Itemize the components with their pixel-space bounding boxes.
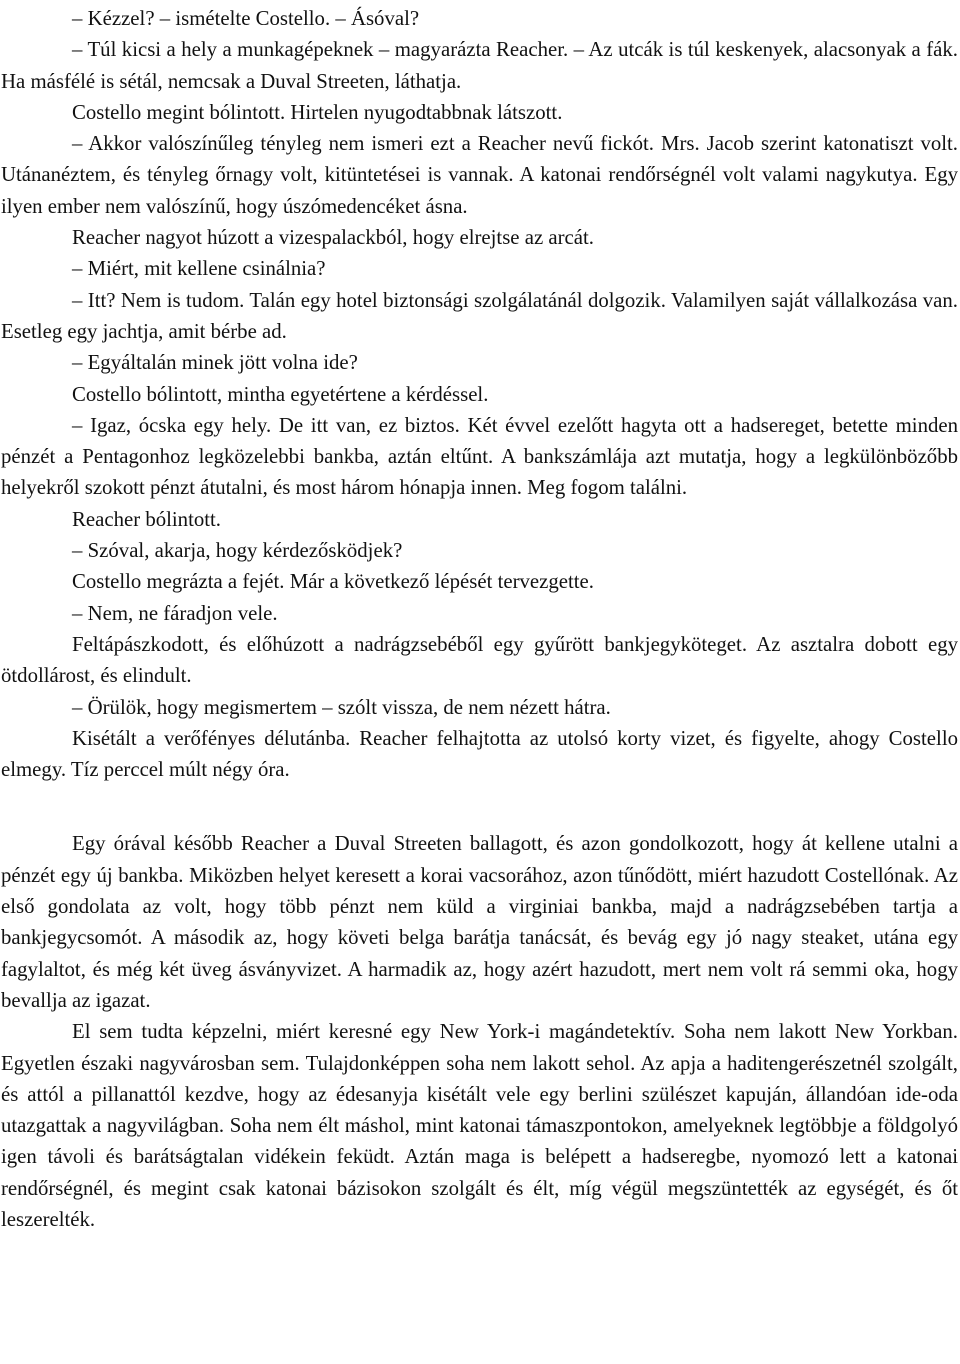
paragraph: Egy órával később Reacher a Duval Streeten ballagott, és azon gondolkozott, hogy át kellene utalni a pénzét egy új bankba. Miközben helyet keresett a korai vacsorához, azon tűnődött, miért hazudott Costellónak. Az első gondolata az volt, hogy több pénzt nem küld a virginiai bankba, majd a nadrágzsebében tartja a bankjegycsomót. A második az, hogy követi belga barátja tanácsát, és bevág egy jó nagy steaket, utána egy fagylaltot, és még két üveg ásványvizet. A harmadik az, hogy azért hazudott, mert nem volt rá semmi oka, hogy bevallja az igazat.	[1, 832, 958, 1012]
paragraph: – Itt? Nem is tudom. Talán egy hotel biztonsági szolgálatánál dolgozik. Valamilyen saját vállalkozása van. Esetleg egy jachtja, amit bérbe ad.	[1, 288, 958, 343]
paragraph: Kisétált a verőfényes délutánba. Reacher felhajtotta az utolsó korty vizet, és figyelte, ahogy Costello elmegy. Tíz perccel múlt négy óra.	[1, 726, 958, 782]
paragraph: – Igaz, ócska egy hely. De itt van, ez biztos. Két évvel ezelőtt hagyta ott a hadsereget, betette minden pénzét a Pentagonhoz legközelebbi bankba, aztán eltűnt. A bankszámlája azt mutatja, hogy a legkülönbözőbb helyekről szokott pénzt átutalni, és most három hónapja innen. Meg fogom találni.	[1, 413, 958, 500]
paragraph: – Kézzel? – ismételte Costello. – Ásóval?	[72, 7, 420, 30]
paragraph: Reacher bólintott.	[72, 507, 222, 531]
paragraph: – Nem, ne fáradjon vele.	[72, 601, 278, 625]
paragraph: Reacher nagyot húzott a vizespalackból, hogy elrejtse az arcát.	[72, 226, 594, 250]
paragraph: – Miért, mit kellene csinálnia?	[72, 257, 326, 281]
paragraph: Costello megrázta a fejét. Már a következő lépését tervezgette.	[72, 570, 594, 594]
paragraph: – Túl kicsi a hely a munkagépeknek – magyarázta Reacher. – Az utcák is túl keskenyek, alacsonyak a fák. Ha másfélé is sétál, nemcsak a Duval Streeten, láthatja.	[1, 38, 958, 93]
paragraph: – Örülök, hogy megismertem – szólt vissza, de nem nézett hátra.	[72, 695, 611, 719]
section-break	[1, 785, 958, 828]
paragraph: Costello bólintott, mintha egyetértene a kérdéssel.	[72, 382, 489, 406]
paragraph: Feltápászkodott, és előhúzott a nadrágzsebéből egy gyűrött bankjegyköteget. Az asztalra dobott egy ötdollárost, és elindult.	[1, 632, 958, 688]
paragraph: – Egyáltalán minek jött volna ide?	[72, 351, 358, 375]
paragraph: El sem tudta képzelni, miért keresné egy New York-i magándetektív. Soha nem lakott New Yorkban. Egyetlen északi nagyvárosban sem. Tulajdonképpen soha nem lakott sehol. Az apja a haditengerészetnél szolgált, és attól a pillanattól kezdve, hogy az édesanyja kisétált vele egy berlini szülészet kapuján, állandóan ide-oda utazgattak a nagyvilágban. Soha nem élt máshol, mint katonai támaszpontokon, amelyeknek legtöbbje a földgolyó igen távoli és barátságtalan vidékein feküdt. Aztán maga is belépett a hadseregbe, nyomozó lett a katonai rendőrségnél, és megint csak katonai bázisokon szolgált és élt, míg végül megszüntették az egységét, és őt leszerelték.	[1, 1020, 958, 1231]
paragraph: – Szóval, akarja, hogy kérdezősködjek?	[72, 539, 403, 563]
paragraph: Costello megint bólintott. Hirtelen nyugodtabbnak látszott.	[72, 100, 563, 124]
paragraph: – Akkor valószínűleg tényleg nem ismeri ezt a Reacher nevű fickót. Mrs. Jacob szerint katonatiszt volt. Utánanéztem, és tényleg őrnagy volt, kitüntetései is vannak. A katonai rendőrségnél volt valami nagykutya. Egy ilyen ember nem valószínű, hogy úszómedencéket ásna.	[1, 132, 958, 218]
